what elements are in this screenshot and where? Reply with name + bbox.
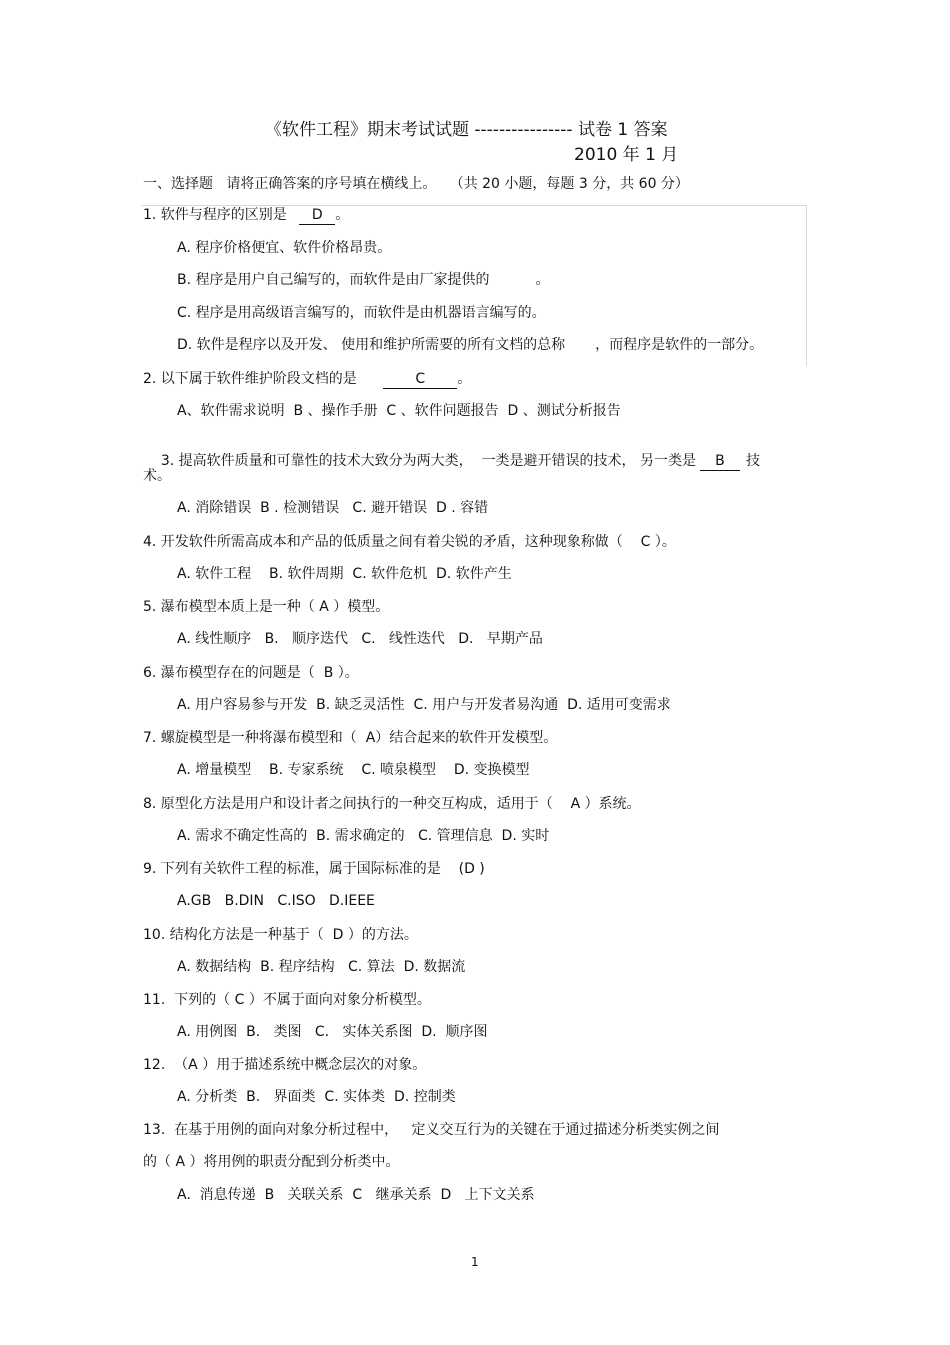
question-1-end: 。 bbox=[335, 207, 350, 223]
question-7: 7. 螺旋模型是一种将瀑布模型和（ A）结合起来的软件开发模型。 bbox=[143, 730, 558, 746]
doc-title: 《软件工程》期末考试试题 ---------------- 试卷 1 答案 bbox=[265, 120, 668, 140]
question-8-options: A. 需求不确定性高的 B. 需求确定的 C. 管理信息 D. 实时 bbox=[177, 828, 550, 844]
question-3-options: A. 消除错误 B . 检测错误 C. 避开错误 D . 容错 bbox=[177, 500, 489, 516]
question-13-options: A. 消息传递 B 关联关系 C 继承关系 D 上下文关系 bbox=[177, 1187, 535, 1203]
question-13: 13. 在基于用例的面向对象分析过程中， 定义交互行为的关键在于通过描述分析类实例之间 bbox=[143, 1122, 720, 1138]
page-number: 1 bbox=[471, 1255, 479, 1269]
question-2-end: 。 bbox=[457, 371, 472, 387]
question-8: 8. 原型化方法是用户和设计者之间执行的一种交互构成，适用于（ A ）系统。 bbox=[143, 796, 641, 812]
question-2-answer: C bbox=[383, 371, 457, 389]
question-1-option-d bbox=[177, 337, 763, 354]
question-1-option-c: C. 程序是用高级语言编写的，而软件是由机器语言编写的。 bbox=[177, 305, 546, 321]
question-10-options: A. 数据结构 B. 程序结构 C. 算法 D. 数据流 bbox=[177, 959, 466, 975]
question-2-options: A、软件需求说明 B 、操作手册 C 、软件问题报告 D 、测试分析报告 bbox=[177, 403, 621, 419]
question-5: 5. 瀑布模型本质上是一种（ A ）模型。 bbox=[143, 599, 390, 615]
question-3-cont: 术。 bbox=[143, 468, 171, 484]
question-5-options: A. 线性顺序 B. 顺序迭代 C. 线性迭代 D. 早期产品 bbox=[177, 631, 543, 647]
question-3 bbox=[143, 436, 760, 487]
question-9: 9. 下列有关软件工程的标准，属于国际标准的是 (D ) bbox=[143, 861, 485, 877]
question-6-options: A. 用户容易参与开发 B. 缺乏灵活性 C. 用户与开发者易沟通 D. 适用可变需求 bbox=[177, 697, 671, 713]
question-2-stem: 2. 以下属于软件维护阶段文档的是 bbox=[143, 371, 357, 387]
question-12: 12. （A ）用于描述系统中概念层次的对象。 bbox=[143, 1057, 427, 1073]
question-2 bbox=[143, 371, 471, 389]
question-13-cont: 的（ A ）将用例的职责分配到分析类中。 bbox=[143, 1154, 400, 1170]
question-9-options: A.GB B.DIN C.ISO D.IEEE bbox=[177, 893, 375, 909]
question-4-options: A. 软件工程 B. 软件周期 C. 软件危机 D. 软件产生 bbox=[177, 566, 512, 582]
question-1-stem: 1. 软件与程序的区别是 bbox=[143, 207, 287, 223]
question-1 bbox=[143, 207, 349, 225]
question-1-option-b bbox=[177, 272, 550, 289]
question-1-option-b-end: 。 bbox=[535, 272, 550, 288]
question-11: 11. 下列的（ C ）不属于面向对象分析模型。 bbox=[143, 992, 431, 1008]
doc-date: 2010 年 1 月 bbox=[574, 145, 679, 165]
question-1-option-b-text: B. 程序是用户自己编写的，而软件是由厂家提供的 bbox=[177, 272, 490, 288]
question-3-end: 技 bbox=[745, 452, 760, 469]
question-11-options: A. 用例图 B. 类图 C. 实体关系图 D. 顺序图 bbox=[177, 1024, 488, 1040]
question-1-option-d-end: ，而程序是软件的一部分。 bbox=[595, 337, 764, 353]
question-3-stem: 3. 提高软件质量和可靠性的技术大致分为两大类， 一类是避开错误的技术， 另一类是 bbox=[160, 452, 696, 469]
question-6: 6. 瀑布模型存在的问题是（ B ）。 bbox=[143, 665, 359, 681]
question-1-answer: D bbox=[299, 207, 335, 225]
question-4: 4. 开发软件所需高成本和产品的低质量之间有着尖锐的矛盾，这种现象称做（ C ）。 bbox=[143, 534, 676, 550]
question-10: 10. 结构化方法是一种基于（ D ）的方法。 bbox=[143, 927, 418, 943]
question-12-options: A. 分析类 B. 界面类 C. 实体类 D. 控制类 bbox=[177, 1089, 456, 1105]
question-3-answer: B bbox=[700, 453, 740, 471]
question-1-option-a: A. 程序价格便宜、软件价格昂贵。 bbox=[177, 240, 392, 256]
question-1-option-d-text: D. 软件是程序以及开发、 使用和维护所需要的所有文档的总称 bbox=[177, 337, 566, 353]
question-7-options: A. 增量模型 B. 专家系统 C. 喷泉模型 D. 变换模型 bbox=[177, 762, 530, 778]
section-heading: 一、选择题 请将正确答案的序号填在横线上。 （共 20 小题，每题 3 分，共 60 分） bbox=[143, 176, 689, 192]
